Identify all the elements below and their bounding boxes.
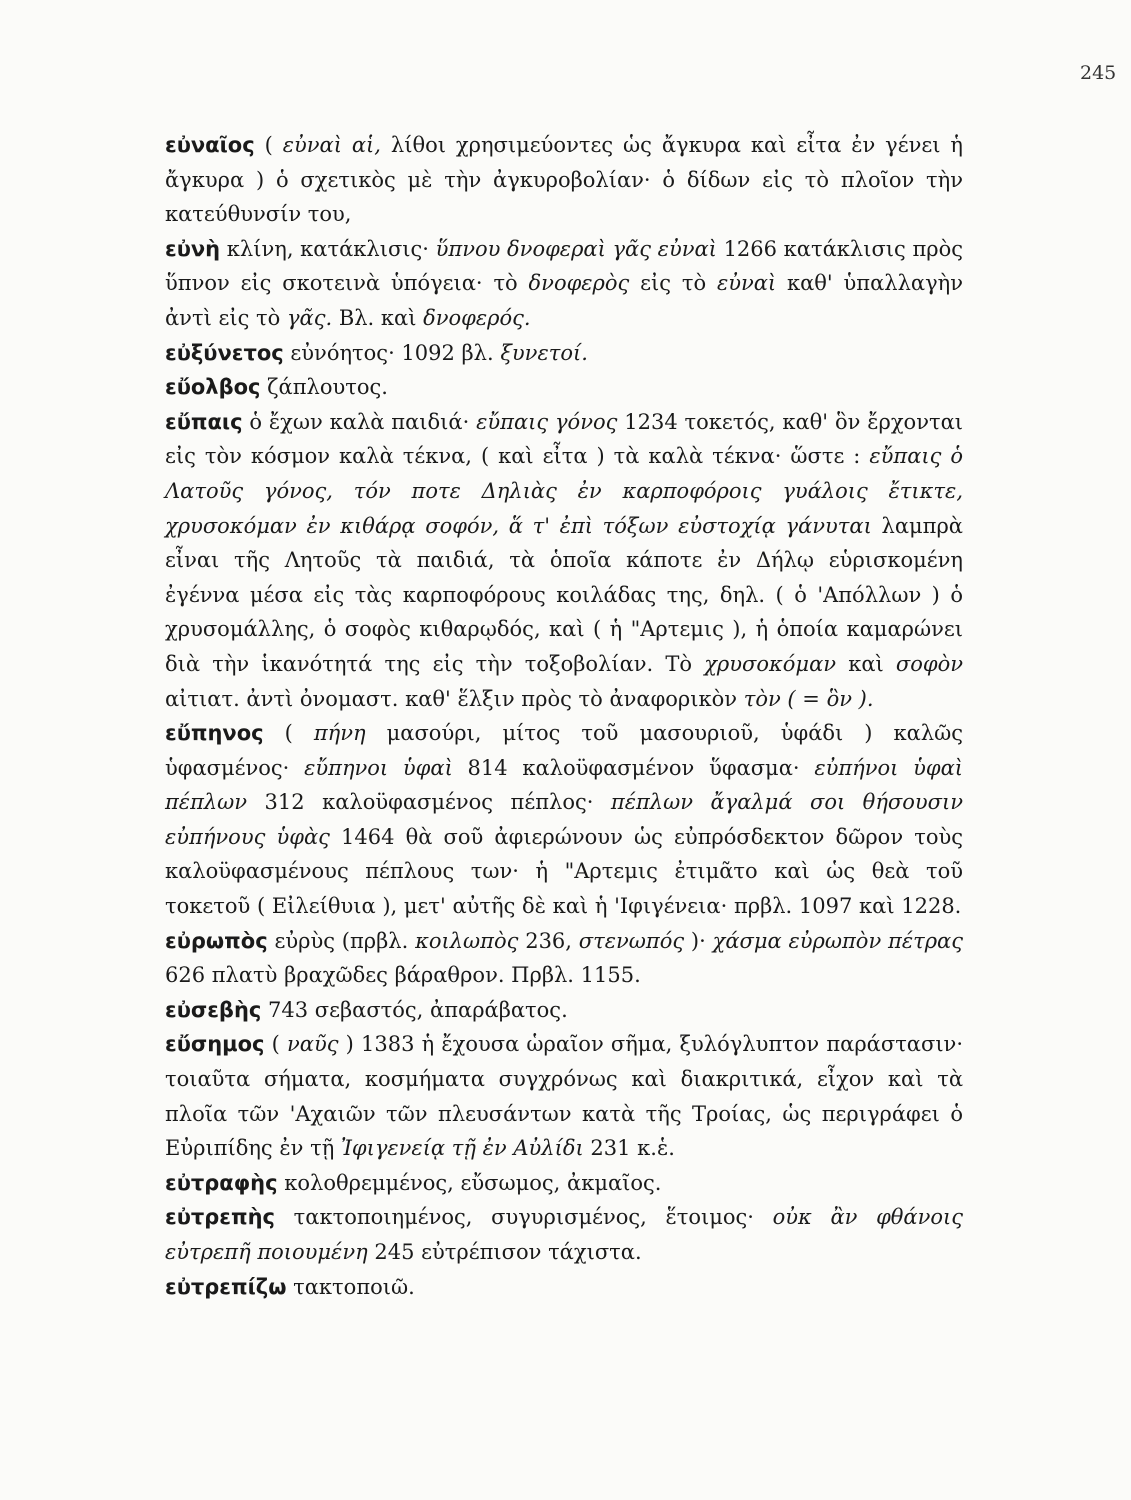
- entry-text: (: [254, 133, 283, 157]
- quoted-text: σοφὸν: [895, 651, 964, 676]
- quoted-text: στενωπός: [578, 928, 685, 953]
- entry-lemma: εὔολβος: [165, 375, 261, 400]
- dictionary-entry: [165, 716, 963, 924]
- entry-lemma: εὐναῖος: [165, 133, 255, 157]
- entry-text: (: [264, 1032, 288, 1057]
- entry-text: )·: [684, 928, 713, 953]
- dictionary-entry: [165, 405, 963, 716]
- quoted-text: τὸν ( = ὃν ).: [743, 686, 874, 711]
- quoted-text: ναῦς: [287, 1032, 339, 1057]
- entry-lemma: εὔπαις: [165, 409, 243, 434]
- dictionary-entry: [165, 370, 963, 405]
- dictionary-entry: [165, 232, 963, 336]
- entry-text: 743 σεβαστός, ἀπαράβατος.: [261, 997, 568, 1022]
- entry-text: 312 καλοϋφασμένος πέπλος·: [247, 790, 611, 815]
- entry-text: τακτοποιῶ.: [286, 1274, 415, 1299]
- entry-lemma: εὐξύνετος: [165, 340, 284, 365]
- entry-lemma: εὐνὴ: [165, 236, 221, 261]
- quoted-text: οὐκ ἂν φθάνοις εὐτρεπῆ ποιουμένη: [165, 1205, 963, 1264]
- dictionary-entry: [165, 336, 963, 371]
- entry-lemma: εὐτραφὴς: [165, 1170, 278, 1195]
- entry-lemma: εὐτρεπὴς: [165, 1205, 276, 1230]
- entry-text: 1266 κατάκλισις πρὸς ὕπνον εἰς σκοτεινὰ ὑπόγεια· τὸ: [165, 236, 964, 296]
- quoted-text: χάσμα εὐρωπὸν πέτρας: [712, 928, 964, 953]
- entry-text: καὶ: [836, 651, 896, 676]
- dictionary-entry: [165, 128, 963, 232]
- entry-text: μασούρι, μίτος τοῦ μασουριοῦ, ὑφάδι ) καλῶς ὑφασμένος·: [165, 721, 963, 780]
- entry-text: 1464 θὰ σοῦ ἀφιερώνουν ὡς εὐπρόσδεκτον δῶρον τοὺς καλοϋφασμένους πέπλους των· ἡ "Αρτεμις ἐτιμᾶτο καὶ ὡς θεὰ τοῦ τοκετοῦ ( Εἰλείθυια ), μετ' αὐτῆς δὲ καὶ ἡ 'Ιφιγένεια· πρβλ. 1097 καὶ 1228.: [165, 824, 963, 919]
- entry-text: λαμπρὰ εἶναι τῆς Λητοῦς τὰ παιδιά, τὰ ὁποῖα κάποτε ἐν Δήλῳ εὑρισκομένη ἐγέννα μέσα εἰς τὰς καρποφόρους κοιλάδας της, δηλ. ( ὁ 'Απόλλων ) ὁ χρυσομάλλης, ὁ σοφὸς κιθαρῳδός, καὶ ( ἡ "Αρτεμις ), ἡ ὁποία καμαρώνει διὰ τὴν ἱκανότητά της εἰς τὴν τοξοβολίαν. Τὸ: [165, 513, 963, 676]
- quoted-text: χρυσοκόμαν: [704, 651, 837, 676]
- quoted-text: πήνη: [313, 721, 366, 746]
- dictionary-entry: [165, 993, 963, 1028]
- entry-text: ὁ ἔχων καλὰ παιδιά·: [242, 409, 477, 434]
- dictionary-entry: [165, 1200, 963, 1269]
- entry-text: ζάπλουτος.: [260, 375, 388, 400]
- quoted-text: γᾶς.: [286, 305, 333, 330]
- entry-text: 245 εὐτρέπισον τάχιστα.: [367, 1240, 642, 1264]
- quoted-text: ὕπνου δνοφεραὶ γᾶς εὐναὶ: [435, 236, 717, 261]
- entry-text: 1234 τοκετός, καθ' ὃν ἔρχονται εἰς τὸν κόσμον καλὰ τέκνα, ( καὶ εἶτα ) τὰ καλὰ τέκνα· ὥστε :: [165, 409, 963, 469]
- entry-text: κλίνη, κατάκλισις·: [220, 236, 436, 261]
- entry-lemma: εὔσημος: [165, 1032, 265, 1057]
- quoted-text: εὐπήνοι ὑφαὶ πέπλων: [165, 755, 964, 815]
- dictionary-entry: [165, 924, 963, 993]
- entry-text: ) 1383 ἡ ἔχουσα ὡραῖον σῆμα, ξυλόγλυπτον παράστασιν· τοιαῦτα σήματα, κοσμήματα συγχρόνως καὶ διακριτικά, εἶχον καὶ τὰ πλοῖα τῶν 'Αχαιῶν τῶν πλευσάντων κατὰ τῆς Τροίας, ὡς περιγράφει ὁ Εὐριπίδης ἐν τῇ: [165, 1032, 964, 1161]
- quoted-text: εὔπαις ὁ Λατοῦς γόνος, τόν ποτε Δηλιὰς ἐν καρποφόροις γυάλοις ἔτικτε, χρυσοκόμαν ἐν κιθάρᾳ σοφόν, ἅ τ' ἐπὶ τόξων εὐστοχίᾳ γάνυται: [165, 444, 963, 538]
- entry-lemma: εὐσεβὴς: [165, 997, 262, 1022]
- dictionary-entries: [165, 128, 963, 1304]
- quoted-text: πέπλων ἄγαλμά σοι θήσουσιν εὐπήνους ὑφὰς: [165, 790, 963, 849]
- quoted-text: κοιλωπὸς: [415, 928, 519, 953]
- quoted-text: εὐναὶ αἱ,: [282, 133, 381, 157]
- entry-text: (: [263, 721, 314, 746]
- entry-text: εὐνόητος· 1092 βλ.: [283, 340, 501, 365]
- quoted-text: εὔπαις γόνος: [476, 409, 618, 434]
- entry-text: 814 καλοϋφασμένον ὕφασμα·: [452, 755, 815, 780]
- entry-lemma: εὐρωπὸς: [165, 928, 268, 953]
- quoted-text: εὐναὶ: [716, 271, 777, 296]
- quoted-text: Ἰφιγενείᾳ τῇ ἐν Αὐλίδι: [340, 1136, 584, 1161]
- entry-text: αἰτιατ. ἀντὶ ὀνομαστ. καθ' ἕλξιν πρὸς τὸ ἀναφορικὸν: [165, 686, 744, 711]
- dictionary-entry: [165, 1166, 963, 1201]
- entry-text: εὐρὺς (πρβλ.: [267, 928, 416, 953]
- entry-text: λίθοι χρησιμεύοντες ὡς ἄγκυρα καὶ εἶτα ἐν γένει ἡ ἄγκυρα ) ὁ σχετικὸς μὲ τὴν ἀγκυροβολίαν· ὁ δίδων εἰς τὸ πλοῖον τὴν κατεύθυνσίν του,: [165, 133, 964, 227]
- entry-text: καθ' ὑπαλλαγὴν ἀντὶ εἰς τὸ: [165, 271, 963, 330]
- entry-lemma: εὐτρεπίζω: [165, 1274, 287, 1299]
- entry-lemma: εὔπηνος: [165, 721, 264, 746]
- entry-text: 231 κ.ἑ.: [583, 1136, 675, 1161]
- entry-text: 236,: [518, 928, 579, 953]
- quoted-text: δνοφερός.: [423, 305, 531, 330]
- quoted-text: δνοφερὸς: [528, 271, 630, 296]
- page-number: 245: [1080, 62, 1117, 84]
- quoted-text: εὔπηνοι ὑφαὶ: [304, 755, 453, 780]
- entry-text: Βλ. καὶ: [332, 305, 424, 330]
- dictionary-entry: [165, 1027, 963, 1165]
- entry-text: εἰς τὸ: [629, 271, 717, 296]
- quoted-text: ξυνετοί.: [500, 340, 588, 365]
- entry-text: κολοθρεμμένος, εὔσωμος, ἀκμαῖος.: [277, 1170, 662, 1195]
- dictionary-entry: [165, 1270, 963, 1305]
- entry-text: 626 πλατὺ βραχῶδες βάραθρον. Πρβλ. 1155.: [165, 963, 641, 988]
- entry-text: τακτοποιημένος, συγυρισμένος, ἕτοιμος·: [275, 1205, 773, 1230]
